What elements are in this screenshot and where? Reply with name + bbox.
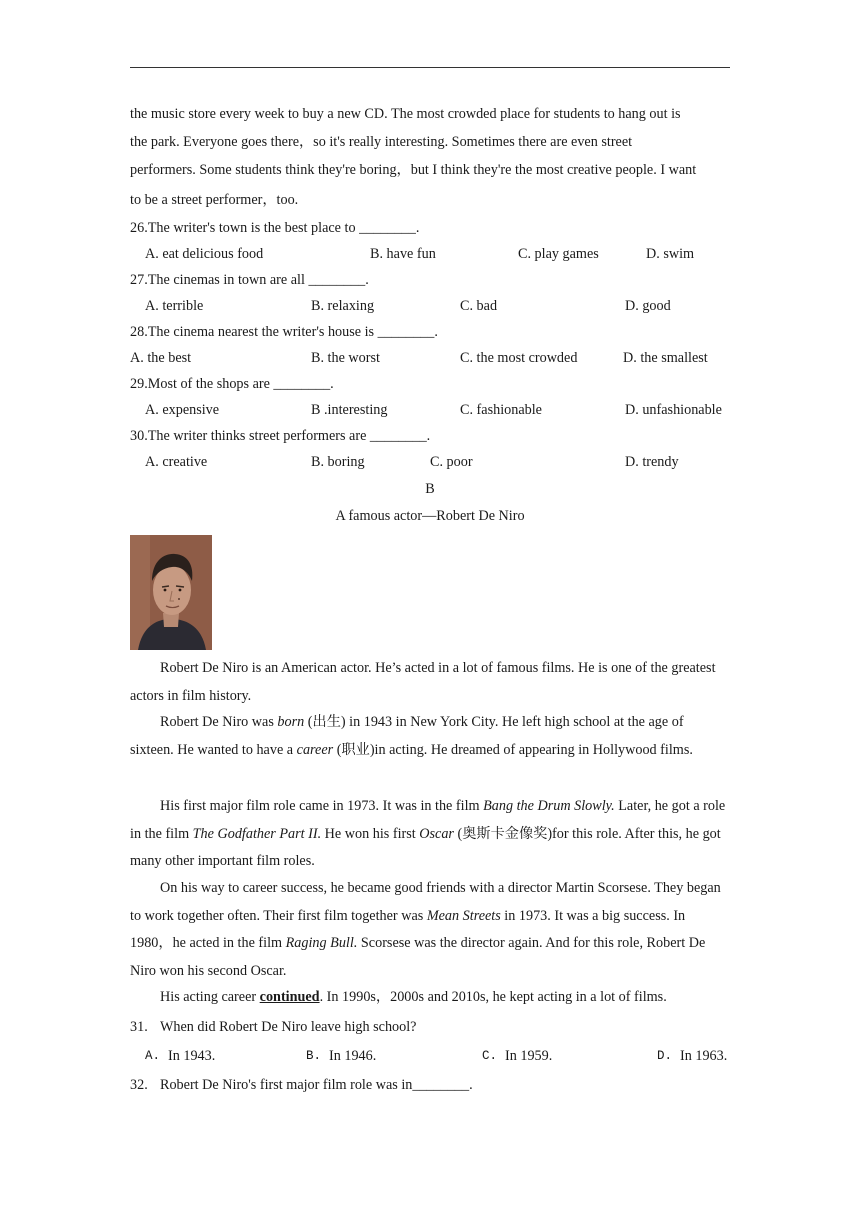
paragraph-3 [130, 793, 730, 876]
q26-option-a: A. eat delicious food [145, 246, 264, 262]
passage-line: performers. Some students think they're boring，but I think they're the most creative people. I want [130, 162, 697, 178]
q26-option-b: B. have fun [370, 246, 436, 262]
q29-option-d: D. unfashionable [625, 402, 722, 418]
q27-option-b: B. relaxing [311, 298, 375, 314]
p2-text-c: (职业)in acting. He dreamed of appearing in Hollywood films. [333, 741, 693, 758]
q28-option-a: A. the best [130, 350, 192, 366]
question-32-stem: Robert De Niro's first major film role was in________. [160, 1077, 473, 1093]
q31-option-b-letter: B. [306, 1049, 322, 1063]
p3-keyword-oscar: Oscar [419, 825, 454, 842]
paragraph-1 [130, 655, 730, 710]
q28-option-b: B. the worst [311, 350, 380, 366]
q27-option-c: C. bad [460, 298, 498, 314]
q27-option-d: D. good [625, 298, 671, 314]
q30-option-d: D. trendy [625, 454, 679, 470]
q26-option-c: C. play games [518, 246, 599, 262]
q31-option-b-text: In 1946. [329, 1048, 377, 1064]
question-27-stem: 27.The cinemas in town are all ________. [130, 272, 369, 288]
q30-option-b: B. boring [311, 454, 365, 470]
actor-portrait-image [130, 535, 212, 650]
p2-keyword-career: career [296, 741, 334, 758]
p2-text-a: Robert De Niro was [160, 714, 278, 730]
p3-text-d: (奥斯卡金像奖)for this role. After this, he got many other important film roles. [130, 825, 721, 869]
q31-option-d-letter: D. [657, 1049, 673, 1063]
q29-option-a: A. expensive [145, 402, 220, 418]
question-29-stem: 29.Most of the shops are ________. [130, 376, 334, 392]
passage-line: to be a street performer，too. [130, 192, 299, 208]
paragraph-2 [130, 709, 730, 764]
paragraph-1-text: Robert De Niro is an American actor. He’s acted in a lot of famous films. He is one of the greatest actors in film history. [130, 660, 716, 704]
paragraph-5 [130, 984, 730, 1012]
p2-text-b: (出生) in 1943 in New York City. He left high school at the age of sixteen. He wanted to have a [130, 714, 684, 758]
q31-option-d-text: In 1963. [680, 1048, 728, 1064]
question-31-stem: When did Robert De Niro leave high school? [160, 1019, 417, 1035]
p4-film-1: Mean Streets [426, 907, 501, 924]
p4-text-a: On his way to career success, he became good friends with a director Martin Scorsese. They began to work together often. Their first film together was [130, 880, 721, 924]
q26-option-d: D. swim [646, 246, 695, 262]
p3-film-1: Bang the Drum Slowly. [483, 798, 615, 814]
p4-text-b: in 1973. It was a big success. In 1980，he acted in the film [130, 907, 686, 951]
header-rule [130, 67, 730, 68]
question-31-number: 31. [130, 1019, 148, 1035]
section-letter: B [425, 481, 435, 497]
p3-text-b: Later, he got a role in the film [130, 798, 726, 842]
question-28-stem: 28.The cinema nearest the writer's house is ________. [130, 324, 438, 340]
q29-option-c: C. fashionable [460, 402, 542, 418]
question-30-stem: 30.The writer thinks street performers are ________. [130, 428, 431, 444]
p4-text-c: Scorsese was the director again. And for this role, Robert De Niro won his second Oscar. [130, 935, 706, 979]
q30-option-c: C. poor [430, 454, 473, 470]
question-26-stem: 26.The writer's town is the best place to ________. [130, 220, 420, 236]
q29-option-b: B .interesting [311, 402, 388, 418]
question-32-number: 32. [130, 1077, 148, 1093]
p5-text-b: . In 1990s，2000s and 2010s, he kept acting in a lot of films. [319, 989, 667, 1005]
paragraph-4 [130, 875, 730, 985]
p2-keyword-born: born [277, 714, 305, 730]
p4-film-2: Raging Bull. [285, 935, 358, 951]
q31-option-a-text: In 1943. [168, 1048, 216, 1064]
q31-option-a-letter: A. [145, 1049, 161, 1063]
p5-text-a: His acting career [160, 989, 260, 1005]
p5-keyword-continued: continued [259, 989, 320, 1005]
q28-option-c: C. the most crowded [460, 350, 578, 366]
q30-option-a: A. creative [145, 454, 208, 470]
section-title: A famous actor—Robert De Niro [335, 508, 525, 524]
q31-option-c-letter: C. [482, 1049, 498, 1063]
p3-text-c: He won his first [321, 825, 420, 842]
q27-option-a: A. terrible [145, 298, 204, 314]
q31-option-c-text: In 1959. [505, 1048, 553, 1064]
passage-line: the music store every week to buy a new CD. The most crowded place for students to hang out is [130, 106, 681, 122]
passage-line: the park. Everyone goes there，so it's really interesting. Sometimes there are even street [130, 134, 633, 150]
q28-option-d: D. the smallest [623, 350, 708, 366]
p3-text-a: His first major film role came in 1973. It was in the film [160, 798, 484, 814]
p3-film-2: The Godfather Part II. [192, 825, 322, 842]
